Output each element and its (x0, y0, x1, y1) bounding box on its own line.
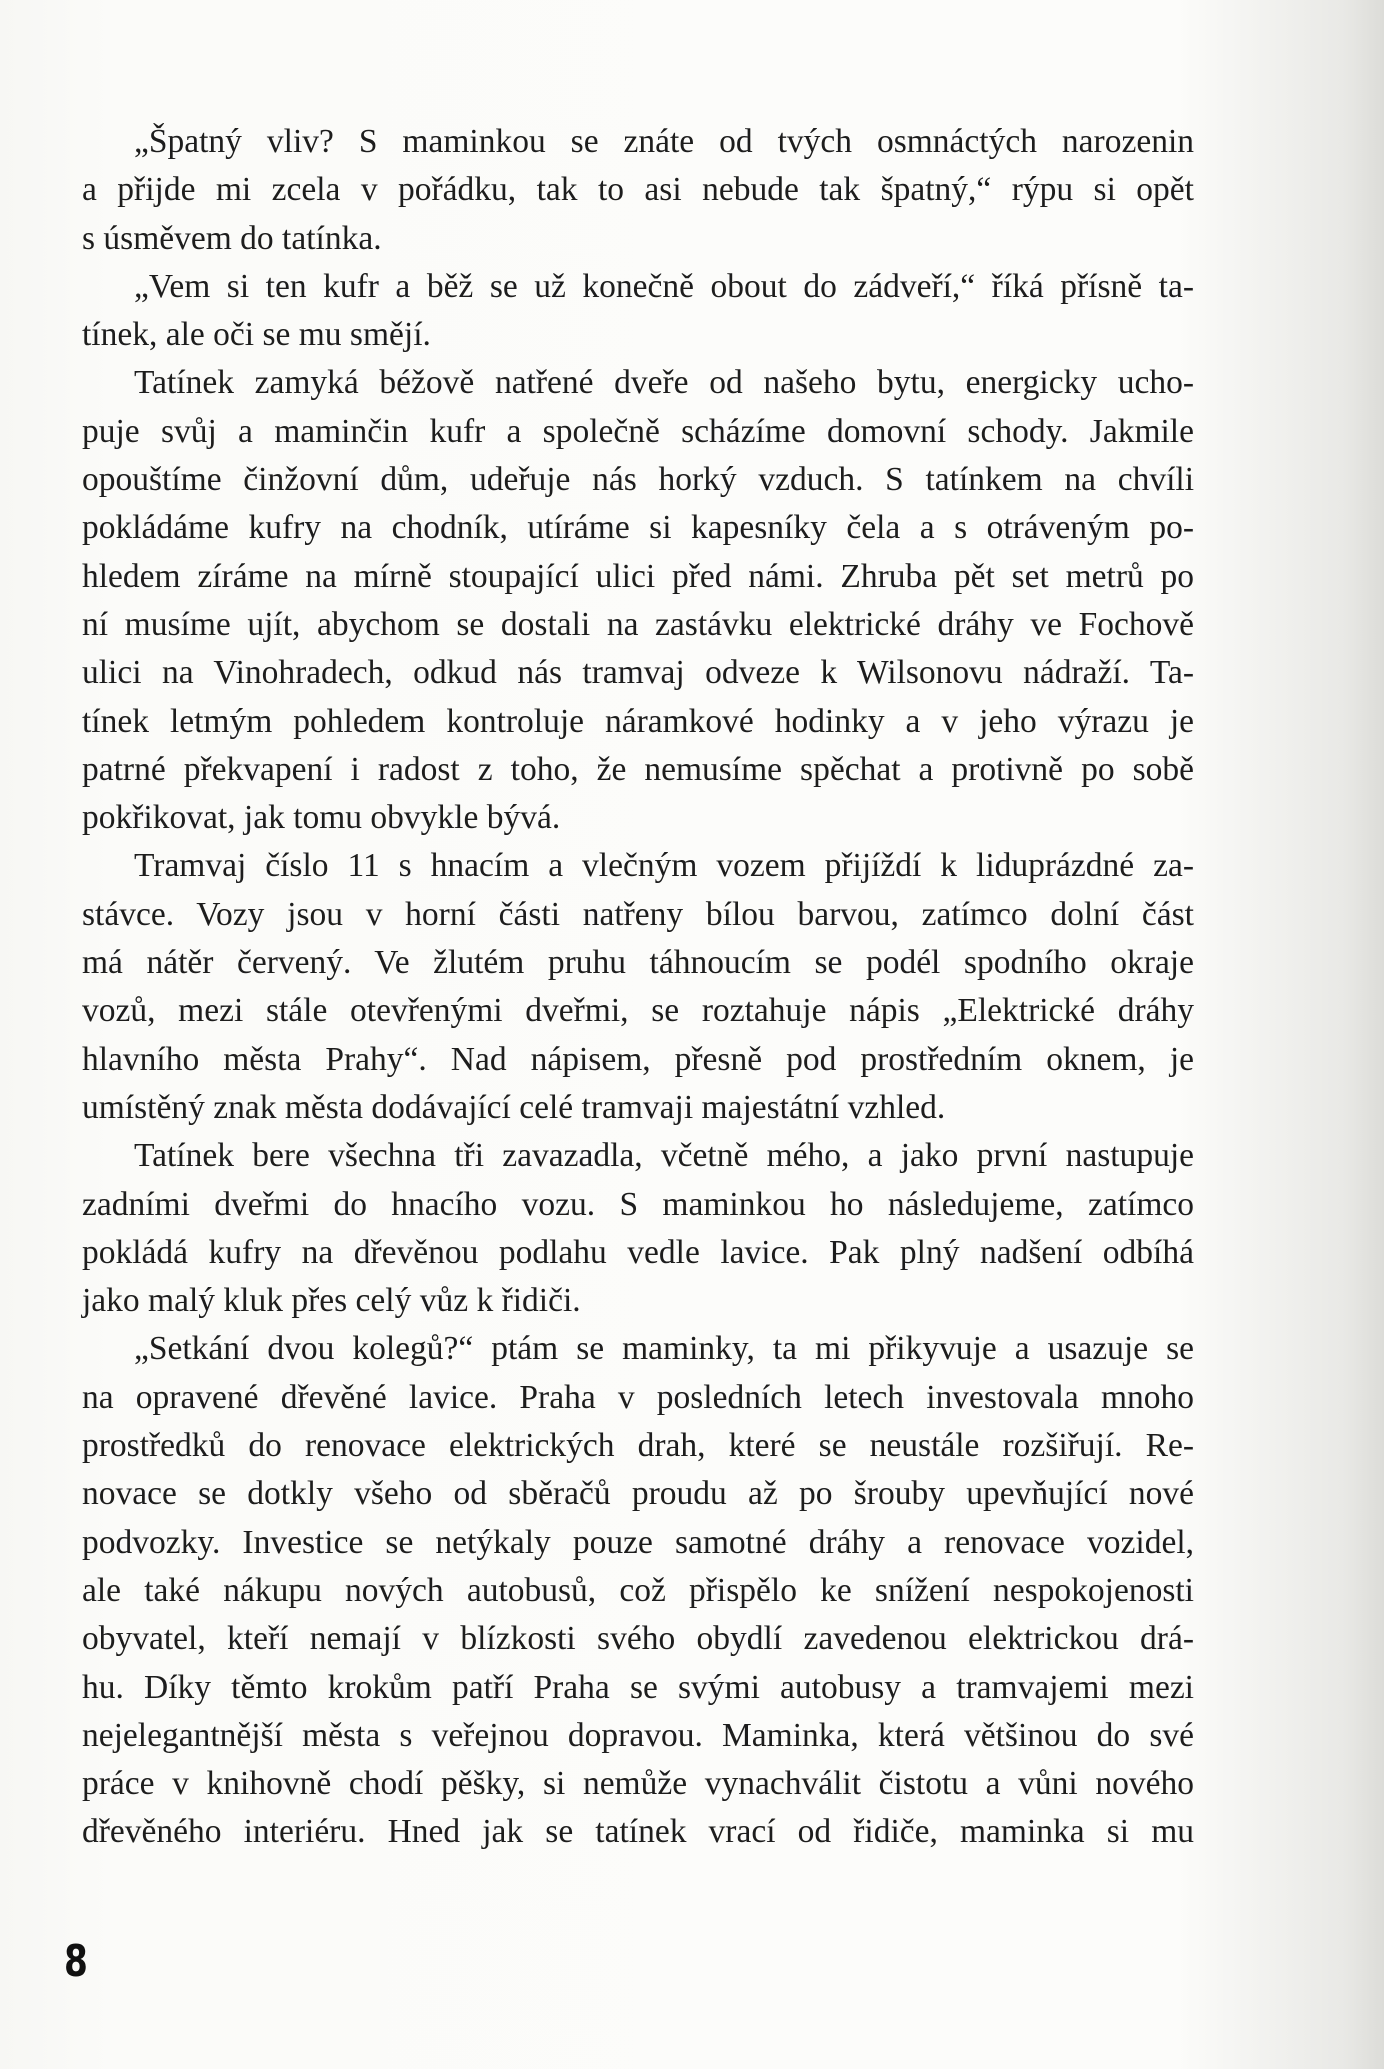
text-line: Tramvaj číslo 11 s hnacím a vlečným vozem přijíždí k liduprázdné za- (134, 847, 1194, 885)
page-number: 8 (64, 1936, 88, 1987)
text-line: hledem zíráme na mírně stoupající ulici před námi. Zhruba pět set metrů po (82, 557, 1194, 595)
text-line: zadními dveřmi do hnacího vozu. S maminkou ho následujeme, zatímco (82, 1185, 1194, 1223)
text-line: ní musíme ujít, abychom se dostali na zastávku elektrické dráhy ve Fochově (82, 605, 1194, 643)
text-line: na opravené dřevěné lavice. Praha v posledních letech investovala mnoho (82, 1378, 1194, 1416)
text-line: pokřikovat, jak tomu obvykle bývá. (82, 799, 561, 837)
text-line: obyvatel, kteří nemají v blízkosti svého obydlí zavedenou elektrickou drá- (82, 1620, 1194, 1658)
text-line: Tatínek bere všechna tři zavazadla, včetně mého, a jako první nastupuje (134, 1137, 1194, 1175)
text-line: s úsměvem do tatínka. (82, 219, 382, 257)
text-line: tínek letmým pohledem kontroluje náramkové hodinky a v jeho výrazu je (82, 702, 1194, 740)
text-line: má nátěr červený. Ve žlutém pruhu táhnoucím se podél spodního okraje (82, 944, 1194, 982)
text-line: Tatínek zamyká béžově natřené dveře od našeho bytu, energicky ucho- (134, 364, 1194, 402)
text-line: ale také nákupu nových autobusů, což přispělo ke snížení nespokojenosti (82, 1571, 1194, 1609)
text-line: puje svůj a maminčin kufr a společně scházíme domovní schody. Jakmile (82, 412, 1194, 450)
text-line: pokládáme kufry na chodník, utíráme si kapesníky čela a s otráveným po- (82, 509, 1194, 547)
text-line: „Setkání dvou kolegů?“ ptám se maminky, ta mi přikyvuje a usazuje se (134, 1330, 1194, 1368)
body-text (82, 118, 1194, 1857)
text-line: ulici na Vinohradech, odkud nás tramvaj odveze k Wilsonovu nádraží. Ta- (82, 654, 1194, 692)
text-line: dřevěného interiéru. Hned jak se tatínek vrací od řidiče, maminka si mu (82, 1813, 1194, 1851)
text-line: patrné překvapení i radost z toho, že nemusíme spěchat a protivně po sobě (82, 750, 1194, 788)
text-line: podvozky. Investice se netýkaly pouze samotné dráhy a renovace vozidel, (82, 1523, 1194, 1561)
text-line: práce v knihovně chodí pěšky, si nemůže vynachválit čistotu a vůni nového (82, 1765, 1194, 1803)
text-line: hlavního města Prahy“. Nad nápisem, přesně pod prostředním oknem, je (82, 1040, 1194, 1078)
text-line: umístěný znak města dodávající celé tramvaji majestátní vzhled. (82, 1088, 946, 1126)
text-line: novace se dotkly všeho od sběračů proudu až po šrouby upevňující nové (82, 1475, 1194, 1513)
text-line: vozů, mezi stále otevřenými dveřmi, se roztahuje nápis „Elektrické dráhy (82, 992, 1194, 1030)
text-line: nejelegantnější města s veřejnou dopravou. Maminka, která většinou do své (82, 1716, 1194, 1754)
text-line: stávce. Vozy jsou v horní části natřeny bílou barvou, zatímco dolní část (82, 895, 1194, 933)
text-line: pokládá kufry na dřevěnou podlahu vedle lavice. Pak plný nadšení odbíhá (82, 1233, 1194, 1271)
text-line: prostředků do renovace elektrických drah, které se neustále rozšiřují. Re- (82, 1427, 1194, 1465)
text-line: a přijde mi zcela v pořádku, tak to asi nebude tak špatný,“ rýpu si opět (82, 171, 1194, 209)
text-line: opouštíme činžovní dům, udeřuje nás horký vzduch. S tatínkem na chvíli (82, 461, 1194, 499)
text-line: „Vem si ten kufr a běž se už konečně obout do zádveří,“ říká přísně ta- (134, 267, 1194, 305)
text-line: jako malý kluk přes celý vůz k řidiči. (82, 1282, 581, 1320)
text-line: tínek, ale oči se mu smějí. (82, 316, 431, 354)
text-line: hu. Díky těmto krokům patří Praha se svými autobusy a tramvajemi mezi (82, 1668, 1194, 1706)
text-line: „Špatný vliv? S maminkou se znáte od tvých osmnáctých narozenin (134, 123, 1194, 160)
